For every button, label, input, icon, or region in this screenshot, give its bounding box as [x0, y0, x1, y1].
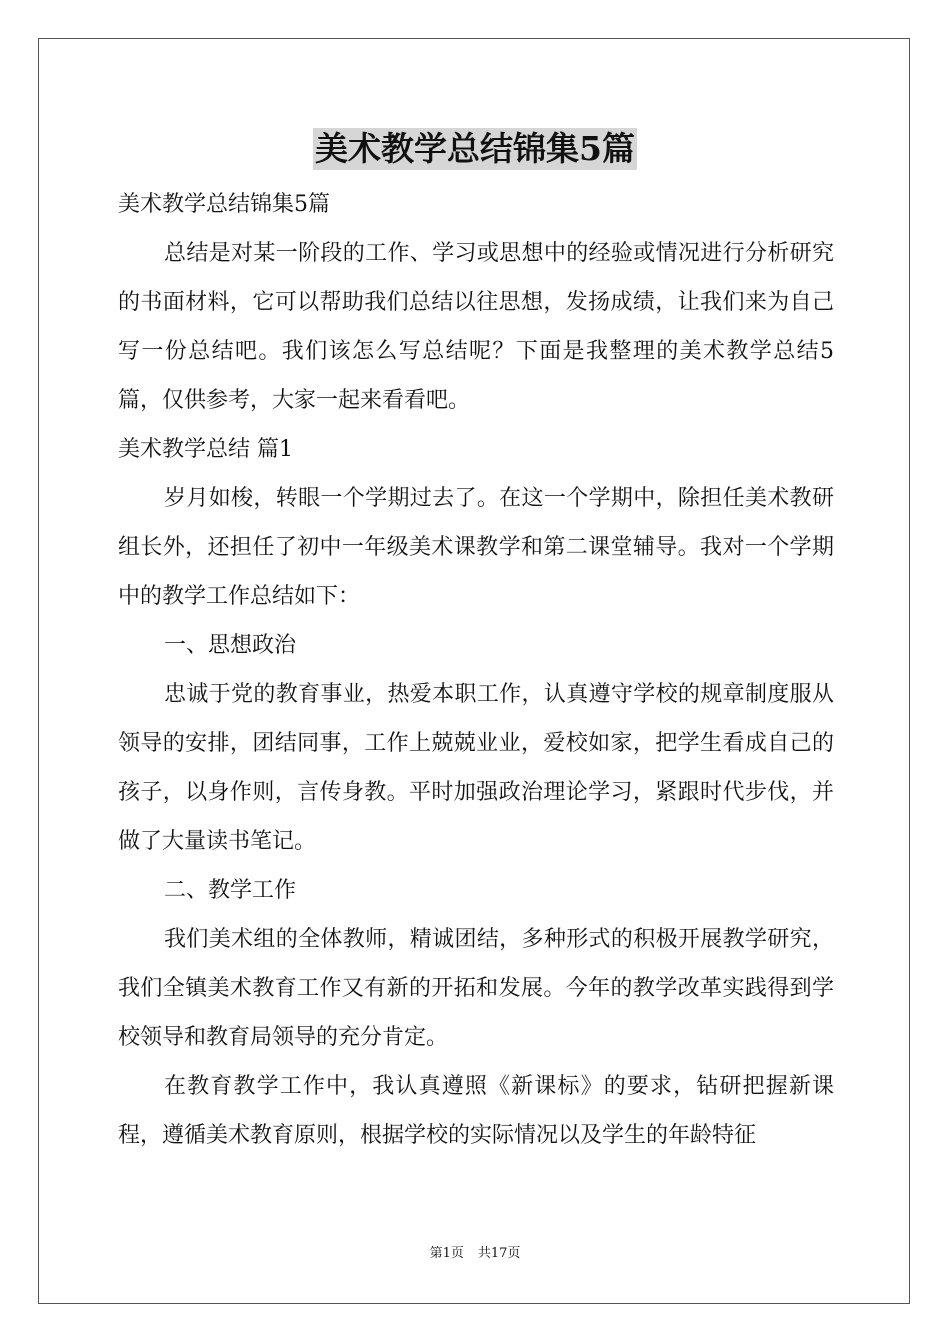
- document-subtitle: 美术教学总结锦集5篇: [118, 192, 330, 217]
- title-container: [0, 128, 950, 170]
- document-title: 美术教学总结锦集5篇: [315, 129, 635, 168]
- paragraph-teaching-group: 我们美术组的全体教师，精诚团结，多种形式的积极开展教学研究，我们全镇美术教育工作又有新的开拓和发展。今年的教学改革实践得到学校领导和教育局领导的充分肯定。: [118, 927, 834, 1050]
- subheading-politics: 一、思想政治: [164, 633, 297, 658]
- paragraph-teaching-practice: 在教育教学工作中，我认真遵照《新课标》的要求，钻研把握新课程，遵循美术教育原则，根据学校的实际情况以及学生的年龄特征: [118, 1074, 834, 1148]
- paragraph-part1-intro: 岁月如梭，转眼一个学期过去了。在这一个学期中，除担任美术教研组长外，还担任了初中一年级美术课教学和第二课堂辅导。我对一个学期中的教学工作总结如下：: [118, 486, 834, 609]
- document-body: [118, 180, 834, 1160]
- page-number: 第1页: [429, 1246, 464, 1261]
- paragraph-politics: 忠诚于党的教育事业，热爱本职工作，认真遵守学校的规章制度服从领导的安排，团结同事，工作上兢兢业业，爱校如家，把学生看成自己的孩子，以身作则，言传身教。平时加强政治理论学习，紧跟时代步伐，并做了大量读书笔记。: [118, 682, 834, 854]
- subheading-teaching: 二、教学工作: [164, 878, 297, 903]
- section-heading-part1: 美术教学总结 篇1: [118, 437, 293, 462]
- page-total: 共17页: [477, 1246, 521, 1261]
- paragraph-intro: 总结是对某一阶段的工作、学习或思想中的经验或情况进行分析研究的书面材料，它可以帮助我们总结以往思想，发扬成绩，让我们来为自己写一份总结吧。我们该怎么写总结呢？下面是我整理的美术教学总结5篇，仅供参考，大家一起来看看吧。: [118, 241, 834, 413]
- page-footer: [0, 1245, 950, 1263]
